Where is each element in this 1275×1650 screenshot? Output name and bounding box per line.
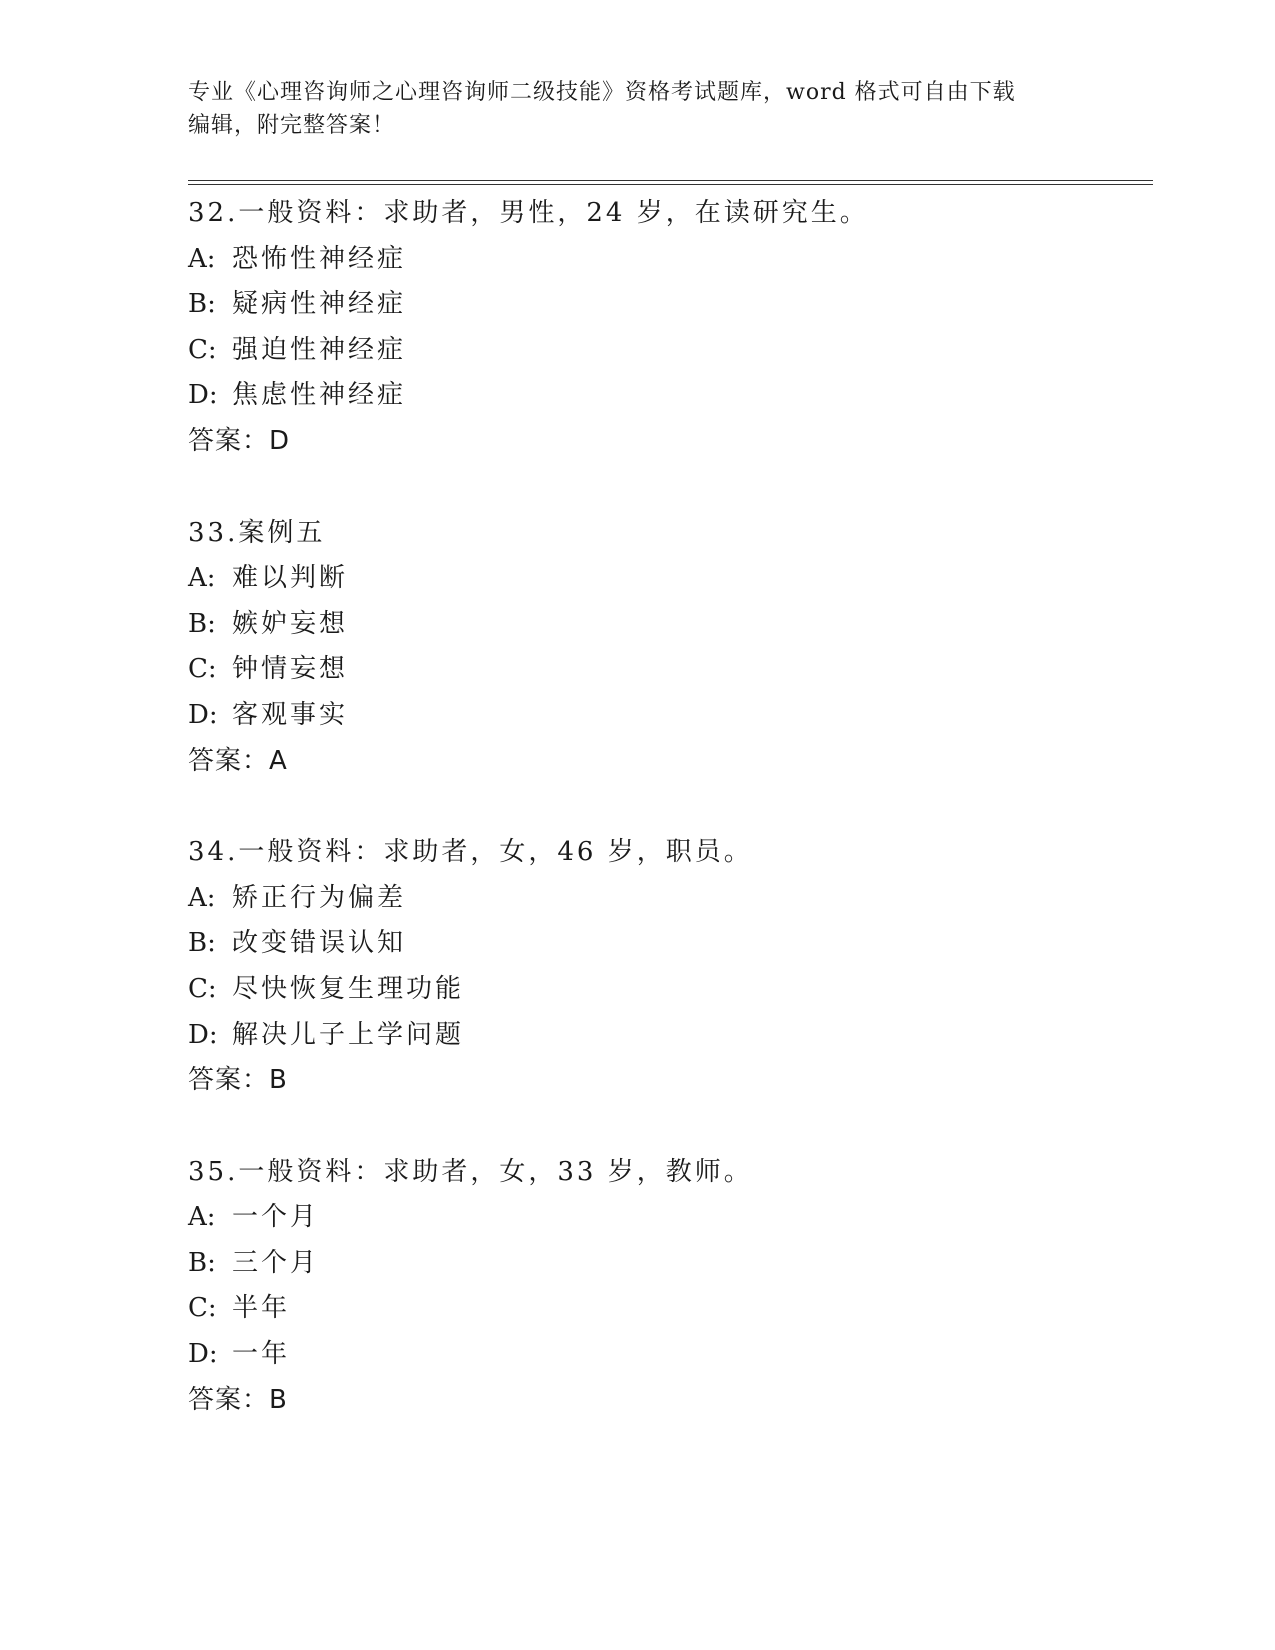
question-32: [188, 191, 1148, 465]
answer-line: 答案：A: [188, 745, 288, 776]
option-letter: C:: [188, 973, 217, 1004]
question-34: [188, 830, 1148, 1104]
option-c: [188, 328, 1148, 374]
option-letter: D:: [188, 1019, 218, 1050]
option-letter: C:: [188, 334, 217, 365]
option-text: 半年: [232, 1293, 291, 1324]
option-c: [188, 1286, 1148, 1332]
document-header: [188, 76, 1088, 142]
option-a: [188, 556, 1148, 602]
option-text: 焦虑性神经症: [232, 380, 407, 411]
option-text: 疑病性神经症: [232, 289, 407, 320]
option-letter: C:: [188, 654, 217, 685]
option-letter: A:: [188, 563, 216, 594]
option-text: 矫正行为偏差: [232, 882, 407, 913]
question-stem: 33.案例五: [188, 517, 326, 548]
option-b: [188, 282, 1148, 328]
option-a: [188, 876, 1148, 922]
option-text: 客观事实: [232, 699, 349, 730]
header-line-2: 编辑，附完整答案！: [188, 113, 396, 138]
option-text: 改变错误认知: [232, 928, 407, 959]
option-text: 恐怖性神经症: [232, 243, 407, 274]
question-stem: 32.一般资料：求助者，男性，24 岁，在读研究生。: [188, 198, 869, 228]
question-stem: 34.一般资料：求助者，女，46 岁，职员。: [188, 837, 753, 868]
option-d: [188, 373, 1148, 419]
option-letter: A:: [188, 243, 216, 274]
header-line-1: 专业《心理咨询师之心理咨询师二级技能》资格考试题库，word 格式可自由下载: [188, 80, 1016, 105]
option-text: 强迫性神经症: [232, 334, 407, 365]
option-letter: A:: [188, 1202, 216, 1233]
option-letter: D:: [188, 1339, 218, 1370]
option-c: [188, 647, 1148, 693]
option-text: 三个月: [232, 1247, 320, 1278]
option-c: [188, 967, 1148, 1013]
answer-line: 答案：B: [188, 1065, 288, 1096]
option-text: 嫉妒妄想: [232, 608, 349, 639]
option-b: [188, 921, 1148, 967]
option-d: [188, 693, 1148, 739]
option-text: 解决儿子上学问题: [232, 1019, 465, 1050]
option-text: 一年: [232, 1339, 291, 1370]
option-d: [188, 1332, 1148, 1378]
option-letter: A:: [188, 882, 216, 913]
option-text: 一个月: [232, 1202, 320, 1233]
question-35: [188, 1150, 1148, 1424]
option-b: [188, 1241, 1148, 1287]
option-text: 钟情妄想: [232, 654, 349, 685]
option-d: [188, 1013, 1148, 1059]
option-letter: C:: [188, 1293, 217, 1324]
answer-line: 答案：D: [188, 425, 291, 456]
option-letter: D:: [188, 699, 218, 730]
option-text: 尽快恢复生理功能: [232, 973, 465, 1004]
option-letter: B:: [188, 289, 216, 320]
question-list: [188, 191, 1148, 1469]
option-b: [188, 602, 1148, 648]
header-divider: [188, 180, 1153, 185]
option-a: [188, 1195, 1148, 1241]
option-letter: D:: [188, 380, 218, 411]
option-text: 难以判断: [232, 563, 349, 594]
option-letter: B:: [188, 1247, 216, 1278]
option-a: [188, 237, 1148, 283]
option-letter: B:: [188, 928, 216, 959]
option-letter: B:: [188, 608, 216, 639]
question-33: [188, 511, 1148, 785]
question-stem: 35.一般资料：求助者，女，33 岁，教师。: [188, 1156, 753, 1187]
answer-line: 答案：B: [188, 1384, 288, 1415]
